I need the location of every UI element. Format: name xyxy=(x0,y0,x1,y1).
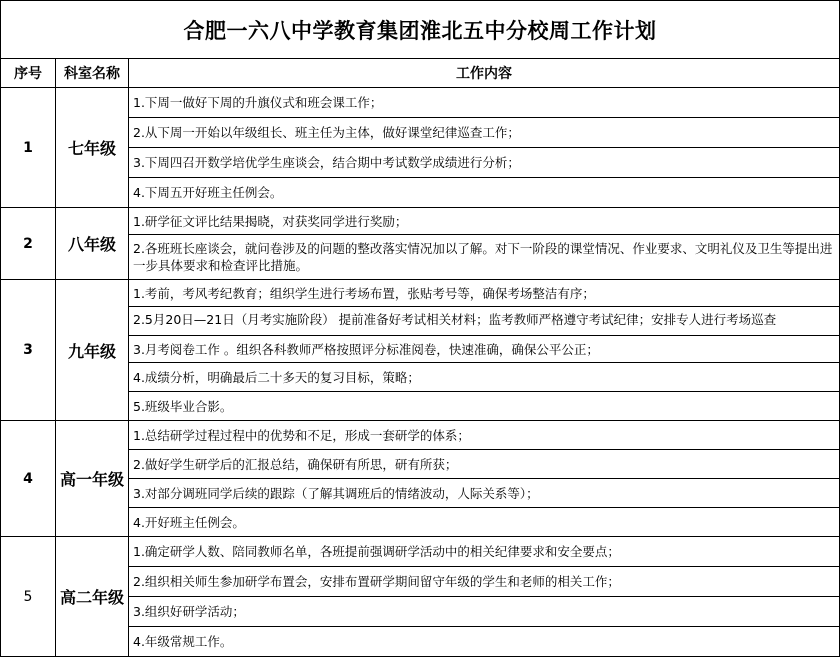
work-item: 3.组织好研学活动； xyxy=(129,597,840,627)
department-name: 七年级 xyxy=(56,88,129,208)
work-item: 1.确定研学人数、陪同教师名单，各班提前强调研学活动中的相关纪律要求和安全要点； xyxy=(129,537,840,567)
department-name: 高一年级 xyxy=(56,421,129,537)
work-item: 5.班级毕业合影。 xyxy=(129,392,840,421)
header-content: 工作内容 xyxy=(129,59,840,88)
work-item: 2.各班班长座谈会，就问卷涉及的问题的整改落实情况加以了解。对下一阶段的课堂情况、作业要求、文明礼仪及卫生等提出进一步具体要求和检查评比措施。 xyxy=(129,235,840,280)
work-item: 1.总结研学过程过程中的优势和不足，形成一套研学的体系； xyxy=(129,421,840,450)
work-item: 1.下周一做好下周的升旗仪式和班会课工作； xyxy=(129,88,840,118)
work-item: 4.下周五开好班主任例会。 xyxy=(129,178,840,208)
work-item: 4.开好班主任例会。 xyxy=(129,508,840,537)
work-item: 2.组织相关师生参加研学布置会，安排布置研学期间留守年级的学生和老师的相关工作； xyxy=(129,567,840,597)
header-number: 序号 xyxy=(1,59,56,88)
work-item: 1.研学征文评比结果揭晓，对获奖同学进行奖励； xyxy=(129,208,840,235)
row-number: 1 xyxy=(1,88,56,208)
work-item: 2.做好学生研学后的汇报总结，确保研有所思，研有所获； xyxy=(129,450,840,479)
work-item: 1.考前，考风考纪教育；组织学生进行考场布置，张贴考号等，确保考场整洁有序； xyxy=(129,280,840,307)
work-item: 3.下周四召开数学培优学生座谈会，结合期中考试数学成绩进行分析； xyxy=(129,148,840,178)
page-title: 合肥一六八中学教育集团淮北五中分校周工作计划 xyxy=(1,1,840,59)
work-item: 4.年级常规工作。 xyxy=(129,627,840,657)
row-number: 3 xyxy=(1,280,56,421)
department-name: 高二年级 xyxy=(56,537,129,657)
work-item xyxy=(129,307,840,336)
row-number: 5 xyxy=(1,537,56,657)
department-name: 八年级 xyxy=(56,208,129,280)
row-number: 4 xyxy=(1,421,56,537)
row-number: 2 xyxy=(1,208,56,280)
header-department: 科室名称 xyxy=(56,59,129,88)
work-item: 4.成绩分析，明确最后二十多天的复习目标，策略； xyxy=(129,363,840,392)
work-item: 2.从下周一开始以年级组长、班主任为主体，做好课堂纪律巡查工作； xyxy=(129,118,840,148)
work-item: 3.月考阅卷工作 。组织各科教师严格按照评分标准阅卷，快速准确，确保公平公正； xyxy=(129,336,840,363)
work-item: 3.对部分调班同学后续的跟踪（了解其调班后的情绪波动，人际关系等）； xyxy=(129,479,840,508)
department-name: 九年级 xyxy=(56,280,129,421)
work-item-text: 2.5月20日—21日（月考实施阶段） 提前准备好考试相关材料；监考教师严格遵守考试纪律；安排专人进行考场巡查 xyxy=(133,311,777,327)
